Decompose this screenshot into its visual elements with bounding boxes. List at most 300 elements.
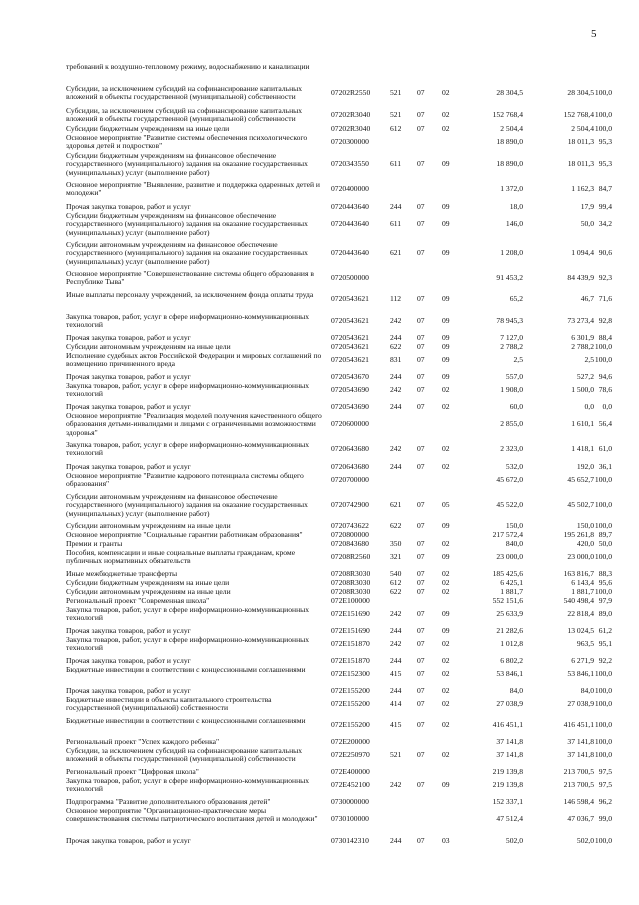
row-rz: 07	[417, 626, 425, 635]
row-name: Закупка товаров, работ, услуг в сфере информационно-коммуникационных технологий	[66, 605, 310, 623]
row-plan: 37 141,8	[496, 737, 523, 746]
row-pr: 02	[442, 110, 450, 120]
row-pct: 97,5	[598, 767, 612, 776]
row-pr: 02	[442, 686, 450, 695]
row-vr: 244	[390, 202, 402, 211]
row-name: Закупка товаров, работ, услуг в сфере информационно-коммуникационных технологий	[66, 635, 310, 653]
row-pct: 95,3	[598, 137, 612, 147]
row-plan: 2 504,4	[500, 124, 523, 133]
row-exec: 2 504,4	[571, 124, 594, 133]
row-name: Региональный проект "Цифровая школа"	[66, 767, 199, 776]
row-vr: 415	[390, 669, 402, 679]
row-plan: 91 453,2	[496, 273, 523, 283]
row-name: Субсидии бюджетным учреждениям на финансовое обеспечение государственного (муниципального) задания на оказание государственных (муниципальных) услуг (выполнение работ)	[66, 211, 308, 237]
row-pct: 34,2	[598, 219, 612, 229]
row-rz: 07	[417, 124, 425, 133]
row-pct: 100,0	[594, 750, 612, 760]
row-plan: 7 127,0	[500, 333, 523, 342]
row-pct: 100,0	[594, 552, 612, 562]
row-code: 072E155200	[331, 699, 370, 709]
row-pct: 100,0	[594, 110, 612, 120]
row-exec: 163 816,7	[563, 569, 594, 578]
row-pct: 97,5	[598, 780, 612, 790]
row-pr: 09	[442, 342, 450, 351]
row-plan: 1 208,0	[500, 248, 523, 258]
row-pr: 09	[442, 248, 450, 258]
row-vr: 242	[390, 316, 402, 326]
row-plan: 557,0	[505, 372, 523, 381]
row-code: 072E155200	[331, 686, 370, 695]
row-pct: 100,0	[594, 475, 612, 485]
row-exec: 152 768,4	[563, 110, 594, 120]
row-vr: 242	[390, 780, 402, 790]
row-plan: 502,0	[505, 836, 523, 845]
row-pct: 50,0	[598, 539, 612, 548]
row-name: Исполнение судебных актов Российской Федерации и мировых соглашений по возмещению причиненного вреда	[66, 351, 322, 369]
row-vr: 612	[390, 578, 402, 587]
row-vr: 521	[390, 110, 402, 120]
row-pr: 02	[442, 639, 450, 649]
row-pr: 09	[442, 626, 450, 635]
row-name: Бюджетные инвестиции в соответствии с концессионными соглашениями	[66, 665, 306, 674]
row-exec: 2 788,2	[571, 342, 594, 351]
row-vr: 612	[390, 124, 402, 133]
row-vr: 244	[390, 333, 402, 342]
row-code: 0720700000	[331, 475, 369, 485]
row-plan: 840,0	[505, 539, 523, 548]
row-rz: 07	[417, 248, 425, 258]
row-name: Закупка товаров, работ, услуг в сфере информационно-коммуникационных технологий	[66, 381, 310, 399]
row-plan: 2 855,0	[500, 419, 523, 429]
row-vr: 244	[390, 626, 402, 635]
row-exec: 37 141,8	[567, 737, 594, 746]
row-code: 0720543621	[331, 355, 369, 365]
row-plan: 1 908,0	[500, 385, 523, 395]
row-plan: 27 038,9	[496, 699, 523, 709]
row-exec: 213 700,5	[563, 780, 594, 790]
row-pr: 02	[442, 88, 450, 98]
row-pct: 100,0	[594, 699, 612, 709]
row-pct: 78,6	[598, 385, 612, 395]
row-rz: 07	[417, 552, 425, 562]
row-pct: 100,0	[594, 500, 612, 510]
row-plan: 37 141,8	[496, 750, 523, 760]
row-name: Основное мероприятие "Реализация моделей получения качественного общего образования детьми-инвалидами и лицами с ограниченными возможностями здоровья"	[66, 411, 322, 437]
row-code: 072E151870	[331, 639, 370, 649]
row-plan: 1 881,7	[500, 587, 523, 596]
row-exec: 18 011,3	[567, 137, 594, 147]
row-code: 0720300000	[331, 137, 369, 147]
row-plan: 217 572,4	[492, 530, 523, 539]
row-code: 0720543670	[331, 372, 369, 381]
row-pct: 88,4	[598, 333, 612, 342]
row-exec: 963,5	[576, 639, 594, 649]
row-vr: 611	[390, 219, 402, 229]
row-exec: 84 439,9	[567, 273, 594, 283]
row-rz: 07	[417, 355, 425, 365]
row-pct: 56,4	[598, 419, 612, 429]
row-plan: 1 012,8	[500, 639, 523, 649]
row-rz: 07	[417, 639, 425, 649]
row-exec: 420,0	[576, 539, 594, 548]
row-name: Основное мероприятие "Выявление, развитие и поддержка одаренных детей и молодежи"	[66, 180, 320, 198]
row-rz: 07	[417, 402, 425, 411]
row-pr: 09	[442, 521, 450, 530]
row-pct: 100,0	[594, 88, 612, 98]
row-code: 0730142310	[331, 836, 369, 845]
row-pct: 61,0	[598, 444, 612, 454]
row-rz: 07	[417, 836, 425, 845]
row-exec: 1 610,1	[571, 419, 594, 429]
row-pct: 84,7	[598, 184, 612, 194]
row-code: 0720543621	[331, 333, 369, 342]
row-name: Основное мероприятие "Организационно-практические меры совершенствования системы патриотического воспитания детей и молодежи"	[66, 806, 318, 824]
row-plan: 45 672,0	[496, 475, 523, 485]
row-pr: 09	[442, 780, 450, 790]
page-number: 5	[591, 28, 597, 40]
row-plan: 28 304,5	[496, 88, 523, 98]
row-vr: 244	[390, 686, 402, 695]
row-exec: 1 162,3	[571, 184, 594, 194]
row-pct: 92,3	[598, 273, 612, 283]
row-name: Субсидии, за исключением субсидий на софинансирование капитальных вложений в объекты государственной (муниципальной) собственности	[66, 84, 303, 102]
row-rz: 07	[417, 587, 425, 596]
row-code: 0730100000	[331, 814, 369, 824]
row-pr: 02	[442, 569, 450, 578]
row-exec: 6 143,4	[571, 578, 594, 587]
row-code: 07208R3030	[331, 587, 371, 596]
row-rz: 07	[417, 294, 425, 304]
row-pct: 100,0	[594, 836, 612, 845]
row-exec: 6 301,9	[571, 333, 594, 342]
row-rz: 07	[417, 333, 425, 342]
row-pct: 92,8	[598, 316, 612, 326]
row-code: 0720643680	[331, 462, 369, 471]
row-exec: 28 304,5	[567, 88, 594, 98]
row-pct: 71,6	[598, 294, 612, 304]
row-code: 0720543621	[331, 342, 369, 351]
row-vr: 622	[390, 587, 402, 596]
row-plan: 150,0	[505, 521, 523, 530]
row-name: Основное мероприятие "Совершенствование системы общего образования в Республике Тыва"	[66, 269, 314, 287]
row-exec: 45 502,7	[567, 500, 594, 510]
row-vr: 540	[390, 569, 402, 578]
row-pct: 88,3	[598, 569, 612, 578]
row-exec: 1 418,1	[571, 444, 594, 454]
row-plan: 23 000,0	[496, 552, 523, 562]
row-pct: 89,7	[598, 530, 612, 539]
row-vr: 831	[390, 355, 402, 365]
row-pr: 02	[442, 462, 450, 471]
row-plan: 21 282,6	[496, 626, 523, 635]
row-name: Закупка товаров, работ, услуг в сфере информационно-коммуникационных технологий	[66, 440, 310, 458]
row-code: 0720543621	[331, 294, 369, 304]
row-name: Прочая закупка товаров, работ и услуг	[66, 836, 191, 845]
row-plan: 6 802,2	[500, 656, 523, 665]
row-pr: 03	[442, 836, 450, 845]
row-pr: 02	[442, 539, 450, 548]
row-name: Иные межбюджетные трансферты	[66, 569, 178, 578]
row-name: Прочая закупка товаров, работ и услуг	[66, 333, 191, 342]
row-pr: 09	[442, 372, 450, 381]
row-vr: 242	[390, 639, 402, 649]
row-pr: 02	[442, 699, 450, 709]
row-pct: 100,0	[594, 686, 612, 695]
row-rz: 07	[417, 669, 425, 679]
row-code: 0720600000	[331, 419, 369, 429]
row-pr: 02	[442, 385, 450, 395]
row-code: 072E100000	[331, 596, 370, 605]
row-name: требований к воздушно-тепловому режиму, водоснабжению и канализации	[66, 62, 310, 71]
row-name: Пособия, компенсации и иные социальные выплаты гражданам, кроме публичных нормативных обязательств	[66, 548, 296, 566]
row-rz: 07	[417, 202, 425, 211]
row-code: 07202R3040	[331, 110, 371, 120]
row-rz: 07	[417, 578, 425, 587]
row-vr: 242	[390, 609, 402, 619]
row-code: 07208R2560	[331, 552, 371, 562]
row-pct: 100,0	[594, 737, 612, 746]
row-exec: 22 818,4	[567, 609, 594, 619]
row-name: Субсидии автономным учреждениям на иные цели	[66, 587, 231, 596]
row-pr: 02	[442, 124, 450, 133]
row-exec: 1 094,4	[571, 248, 594, 258]
row-rz: 07	[417, 462, 425, 471]
row-plan: 152 768,4	[492, 110, 523, 120]
row-exec: 6 271,9	[571, 656, 594, 665]
row-plan: 219 139,8	[492, 767, 523, 776]
row-plan: 552 151,6	[492, 596, 523, 605]
row-pr: 02	[442, 656, 450, 665]
row-name: Премии и гранты	[66, 539, 123, 548]
row-vr: 242	[390, 444, 402, 454]
row-pr: 02	[442, 669, 450, 679]
row-rz: 07	[417, 699, 425, 709]
row-code: 0720443640	[331, 202, 369, 211]
row-code: 072E152300	[331, 669, 370, 679]
row-pr: 02	[442, 444, 450, 454]
row-name: Основное мероприятие "Развитие кадрового потенциала системы общего образования"	[66, 471, 304, 489]
row-exec: 45 652,7	[567, 475, 594, 485]
row-pr: 09	[442, 316, 450, 326]
row-rz: 07	[417, 88, 425, 98]
row-rz: 07	[417, 656, 425, 665]
row-name: Бюджетные инвестиции в объекты капитального строительства государственной (муниципальной) собственности	[66, 695, 272, 713]
row-name: Субсидии бюджетным учреждениям на иные цели	[66, 124, 230, 133]
row-code: 0720543690	[331, 385, 369, 395]
row-plan: 45 522,0	[496, 500, 523, 510]
row-pct: 99,0	[598, 814, 612, 824]
row-code: 0720843680	[331, 539, 369, 548]
row-pr: 02	[442, 750, 450, 760]
row-code: 07202R3040	[331, 124, 371, 133]
row-vr: 415	[390, 720, 402, 730]
row-name: Иные выплаты персоналу учреждений, за исключением фонда оплаты труда	[66, 290, 314, 299]
row-vr: 244	[390, 372, 402, 381]
row-code: 07202R2550	[331, 88, 371, 98]
row-name: Субсидии, за исключением субсидий на софинансирование капитальных вложений в объекты государственной (муниципальной) собственности	[66, 106, 303, 124]
row-name: Субсидии автономным учреждениям на финансовое обеспечение государственного (муниципального) задания на оказание государственных (муниципальных) услуг (выполнение работ)	[66, 492, 308, 518]
row-name: Субсидии, за исключением субсидий на софинансирование капитальных вложений в объекты государственной (муниципальной) собственности	[66, 746, 303, 764]
row-code: 072E250970	[331, 750, 370, 760]
row-vr: 521	[390, 750, 402, 760]
row-name: Прочая закупка товаров, работ и услуг	[66, 202, 191, 211]
row-rz: 07	[417, 686, 425, 695]
row-vr: 621	[390, 248, 402, 258]
row-pct: 61,2	[598, 626, 612, 635]
row-code: 072E200000	[331, 737, 370, 746]
row-code: 072E155200	[331, 720, 370, 730]
row-name: Закупка товаров, работ, услуг в сфере информационно-коммуникационных технологий	[66, 312, 310, 330]
row-pr: 02	[442, 587, 450, 596]
row-vr: 350	[390, 539, 402, 548]
row-pr: 02	[442, 402, 450, 411]
row-pr: 09	[442, 552, 450, 562]
row-plan: 78 945,3	[496, 316, 523, 326]
row-exec: 195 261,8	[563, 530, 594, 539]
row-exec: 37 141,8	[567, 750, 594, 760]
row-exec: 17,9	[580, 202, 594, 211]
row-pr: 09	[442, 333, 450, 342]
row-code: 072E151870	[331, 656, 370, 665]
row-vr: 321	[390, 552, 402, 562]
row-rz: 07	[417, 780, 425, 790]
row-exec: 84,0	[580, 686, 594, 695]
row-name: Прочая закупка товаров, работ и услуг	[66, 686, 191, 695]
row-vr: 521	[390, 88, 402, 98]
row-exec: 50,0	[580, 219, 594, 229]
row-exec: 53 846,1	[567, 669, 594, 679]
row-pr: 02	[442, 720, 450, 730]
row-code: 0720742900	[331, 500, 369, 510]
row-name: Субсидии бюджетным учреждениям на иные цели	[66, 578, 230, 587]
row-name: Бюджетные инвестиции в соответствии с концессионными соглашениями	[66, 716, 306, 725]
row-exec: 150,0	[576, 521, 594, 530]
row-rz: 07	[417, 342, 425, 351]
row-pr: 09	[442, 159, 450, 169]
row-exec: 527,2	[576, 372, 594, 381]
row-exec: 1 500,0	[571, 385, 594, 395]
row-plan: 53 846,1	[496, 669, 523, 679]
row-rz: 07	[417, 521, 425, 530]
row-vr: 244	[390, 462, 402, 471]
row-pct: 99,4	[598, 202, 612, 211]
row-rz: 07	[417, 385, 425, 395]
row-rz: 07	[417, 750, 425, 760]
row-plan: 2 788,2	[500, 342, 523, 351]
row-name: Прочая закупка товаров, работ и услуг	[66, 626, 191, 635]
row-pct: 96,2	[598, 797, 612, 806]
row-exec: 213 700,5	[563, 767, 594, 776]
row-plan: 18 890,0	[496, 159, 523, 169]
row-code: 0720743622	[331, 521, 369, 530]
row-code: 0720443640	[331, 248, 369, 258]
row-pct: 100,0	[594, 587, 612, 596]
row-code: 07208R3030	[331, 578, 371, 587]
row-exec: 0,0	[584, 402, 594, 411]
row-plan: 65,2	[509, 294, 523, 304]
row-vr: 244	[390, 836, 402, 845]
row-name: Субсидии автономным учреждениям на иные цели	[66, 521, 231, 530]
row-plan: 416 451,1	[492, 720, 523, 730]
row-pct: 100,0	[594, 521, 612, 530]
row-vr: 242	[390, 385, 402, 395]
row-name: Субсидии автономным учреждениям на финансовое обеспечение государственного (муниципального) задания на оказание государственных (муниципальных) услуг (выполнение работ)	[66, 240, 308, 266]
row-vr: 622	[390, 521, 402, 530]
row-pr: 05	[442, 500, 450, 510]
row-rz: 07	[417, 372, 425, 381]
row-name: Закупка товаров, работ, услуг в сфере информационно-коммуникационных технологий	[66, 776, 310, 794]
row-pct: 90,6	[598, 248, 612, 258]
row-exec: 1 881,7	[571, 587, 594, 596]
row-pct: 100,0	[594, 124, 612, 133]
row-vr: 622	[390, 342, 402, 351]
row-pr: 09	[442, 609, 450, 619]
row-pct: 89,0	[598, 609, 612, 619]
row-name: Прочая закупка товаров, работ и услуг	[66, 462, 191, 471]
row-pct: 95,3	[598, 159, 612, 169]
row-name: Подпрограмма "Развитие дополнительного образования детей"	[66, 797, 271, 806]
row-exec: 502,0	[576, 836, 594, 845]
row-name: Основное мероприятие "Социальные гарантии работникам образования"	[66, 530, 303, 539]
row-exec: 27 038,9	[567, 699, 594, 709]
row-code: 0720800000	[331, 530, 369, 539]
row-vr: 244	[390, 402, 402, 411]
row-plan: 185 425,6	[492, 569, 523, 578]
row-exec: 416 451,1	[563, 720, 594, 730]
row-code: 0720343550	[331, 159, 369, 169]
row-vr: 621	[390, 500, 402, 510]
row-plan: 6 425,1	[500, 578, 523, 587]
row-code: 0720443640	[331, 219, 369, 229]
row-rz: 07	[417, 720, 425, 730]
row-plan: 2,5	[513, 355, 523, 365]
row-exec: 540 498,4	[563, 596, 594, 605]
row-rz: 07	[417, 316, 425, 326]
row-rz: 07	[417, 569, 425, 578]
row-name: Основное мероприятие "Развитие системы обеспечения психологического здоровья детей и подростков"	[66, 133, 308, 151]
row-plan: 152 337,1	[492, 797, 523, 806]
row-plan: 60,0	[509, 402, 523, 411]
row-code: 0720500000	[331, 273, 369, 283]
row-exec: 47 036,7	[567, 814, 594, 824]
row-pr: 09	[442, 294, 450, 304]
row-exec: 146 598,4	[563, 797, 594, 806]
row-code: 0720543690	[331, 402, 369, 411]
row-pct: 95,1	[598, 639, 612, 649]
row-pct: 100,0	[594, 669, 612, 679]
row-code: 072E151690	[331, 626, 370, 635]
row-code: 072E400000	[331, 767, 370, 776]
row-pr: 09	[442, 202, 450, 211]
row-code: 07208R3030	[331, 569, 371, 578]
row-rz: 07	[417, 609, 425, 619]
row-exec: 73 273,4	[567, 316, 594, 326]
row-plan: 1 372,0	[500, 184, 523, 194]
row-pr: 09	[442, 355, 450, 365]
row-pct: 100,0	[594, 342, 612, 351]
row-pct: 36,1	[598, 462, 612, 471]
row-pct: 97,9	[598, 596, 612, 605]
row-exec: 13 024,5	[567, 626, 594, 635]
row-pct: 100,0	[594, 355, 612, 365]
row-exec: 46,7	[580, 294, 594, 304]
row-exec: 23 000,0	[567, 552, 594, 562]
row-pct: 92,2	[598, 656, 612, 665]
row-name: Региональный проект "Современная школа"	[66, 596, 210, 605]
row-vr: 244	[390, 656, 402, 665]
row-vr: 112	[390, 294, 402, 304]
row-rz: 07	[417, 159, 425, 169]
